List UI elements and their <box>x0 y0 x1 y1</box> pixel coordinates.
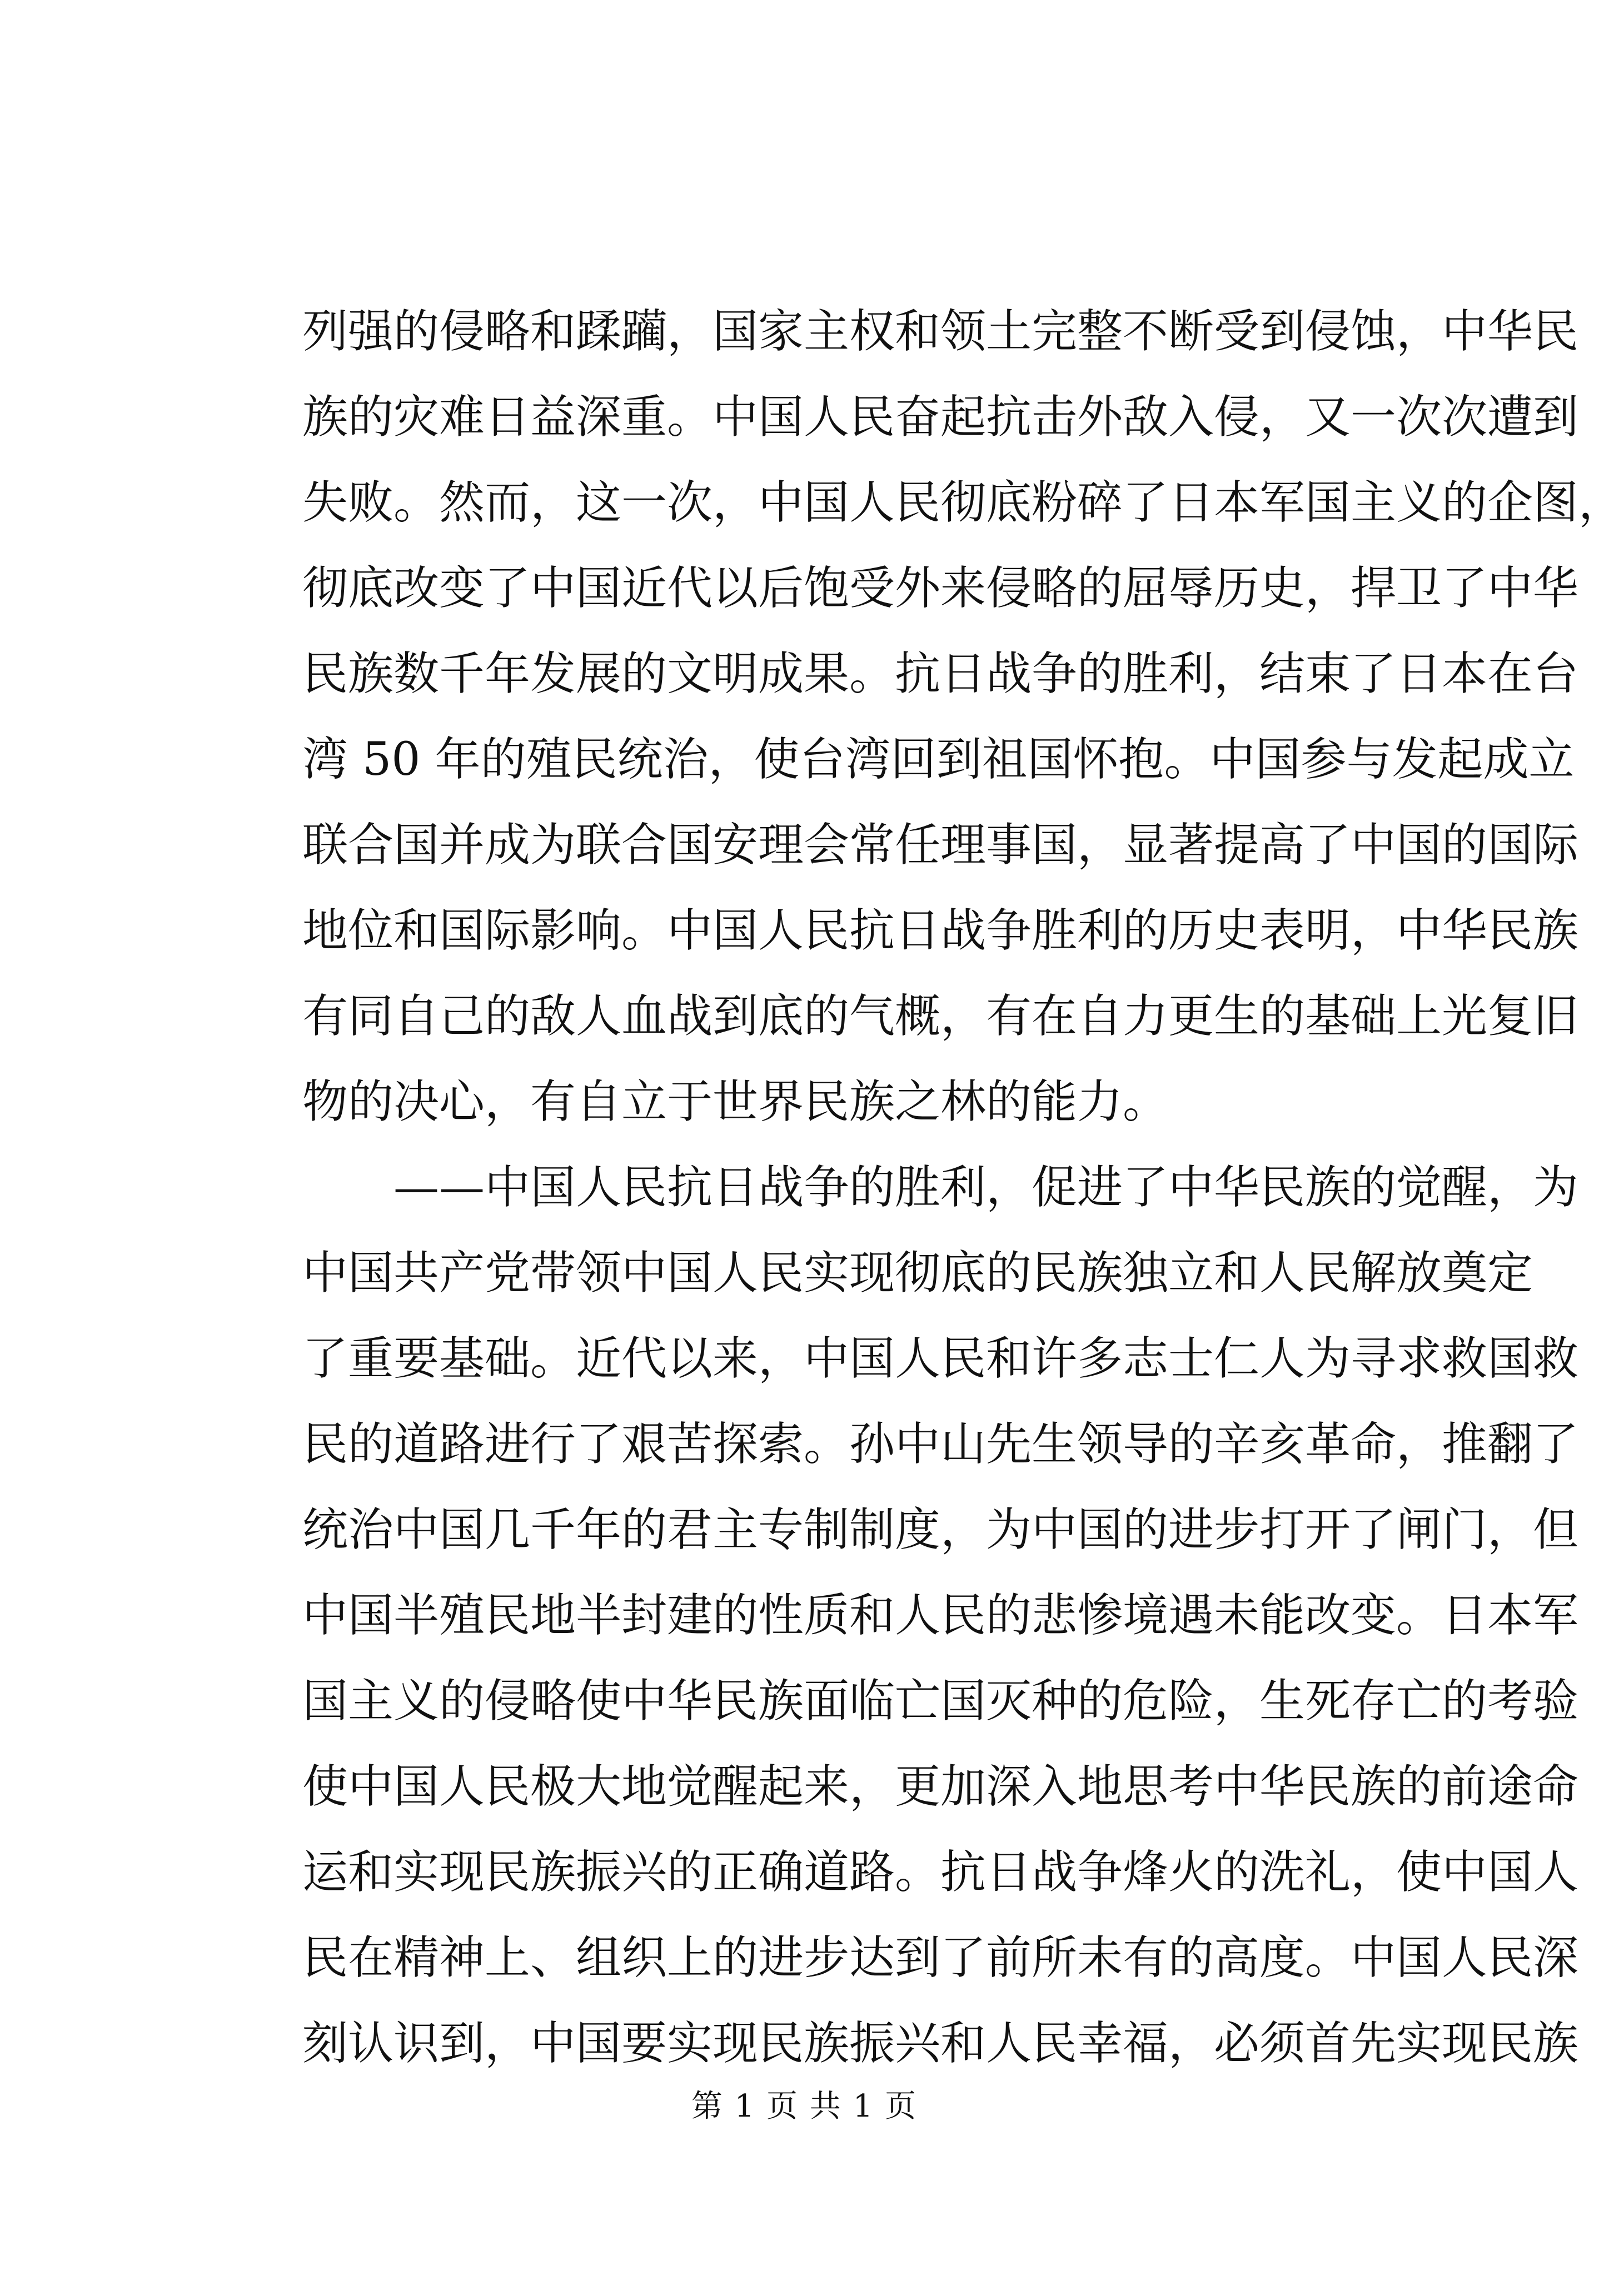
text-line: 中国半殖民地半封建的性质和人民的悲惨境遇未能改变。日本军 <box>302 1589 1579 1642</box>
paragraph-2 <box>302 1145 1579 2087</box>
text-line: 民族数千年发展的文明成果。抗日战争的胜利，结束了日本在台 <box>302 648 1579 700</box>
text-line: 国主义的侵略使中华民族面临亡国灭种的危险，生死存亡的考验 <box>302 1675 1579 1728</box>
document-body <box>302 289 1624 2087</box>
text-line: 中国共产党带领中国人民实现彻底的民族独立和人民解放奠定 <box>302 1247 1533 1300</box>
text-line: 民的道路进行了艰苦探索。孙中山先生领导的辛亥革命，推翻了 <box>302 1418 1579 1471</box>
text-line: 统治中国几千年的君主专制制度，为中国的进步打开了闸门，但 <box>302 1504 1579 1556</box>
text-line: 联合国并成为联合国安理会常任理事国，显著提高了中国的国际 <box>302 819 1579 872</box>
text-line: 民在精神上、组织上的进步达到了前所未有的高度。中国人民深 <box>302 1931 1579 1984</box>
text-line: 有同自己的敌人血战到底的气概，有在自力更生的基础上光复旧 <box>302 990 1579 1043</box>
text-line: 使中国人民极大地觉醒起来，更加深入地思考中华民族的前途命 <box>302 1760 1579 1813</box>
text-line: 彻底改变了中国近代以后饱受外来侵略的屈辱历史，捍卫了中华 <box>302 562 1579 615</box>
paragraph-1 <box>302 289 1624 1145</box>
page-number-footer: 第 1 页 共 1 页 <box>691 2088 918 2124</box>
text-line: 运和实现民族振兴的正确道路。抗日战争烽火的洗礼，使中国人 <box>302 1846 1579 1899</box>
text-line: 刻认识到，中国要实现民族振兴和人民幸福，必须首先实现民族 <box>302 2017 1579 2070</box>
text-line: 族的灾难日益深重。中国人民奋起抗击外敌入侵，又一次次遭到 <box>302 391 1579 444</box>
text-line: 失败。然而，这一次，中国人民彻底粉碎了日本军国主义的企图， <box>302 476 1624 529</box>
text-line: 物的决心，有自立于世界民族之林的能力。 <box>302 1076 1169 1128</box>
text-line: 地位和国际影响。中国人民抗日战争胜利的历史表明，中华民族 <box>302 904 1579 957</box>
text-line: ——中国人民抗日战争的胜利，促进了中华民族的觉醒，为 <box>393 1161 1579 1214</box>
text-line: 了重要基础。近代以来，中国人民和许多志士仁人为寻求救国救 <box>302 1332 1579 1385</box>
text-line: 列强的侵略和蹂躏，国家主权和领土完整不断受到侵蚀，中华民 <box>302 305 1579 358</box>
text-line: 湾 50 年的殖民统治，使台湾回到祖国怀抱。中国参与发起成立 <box>302 733 1575 786</box>
